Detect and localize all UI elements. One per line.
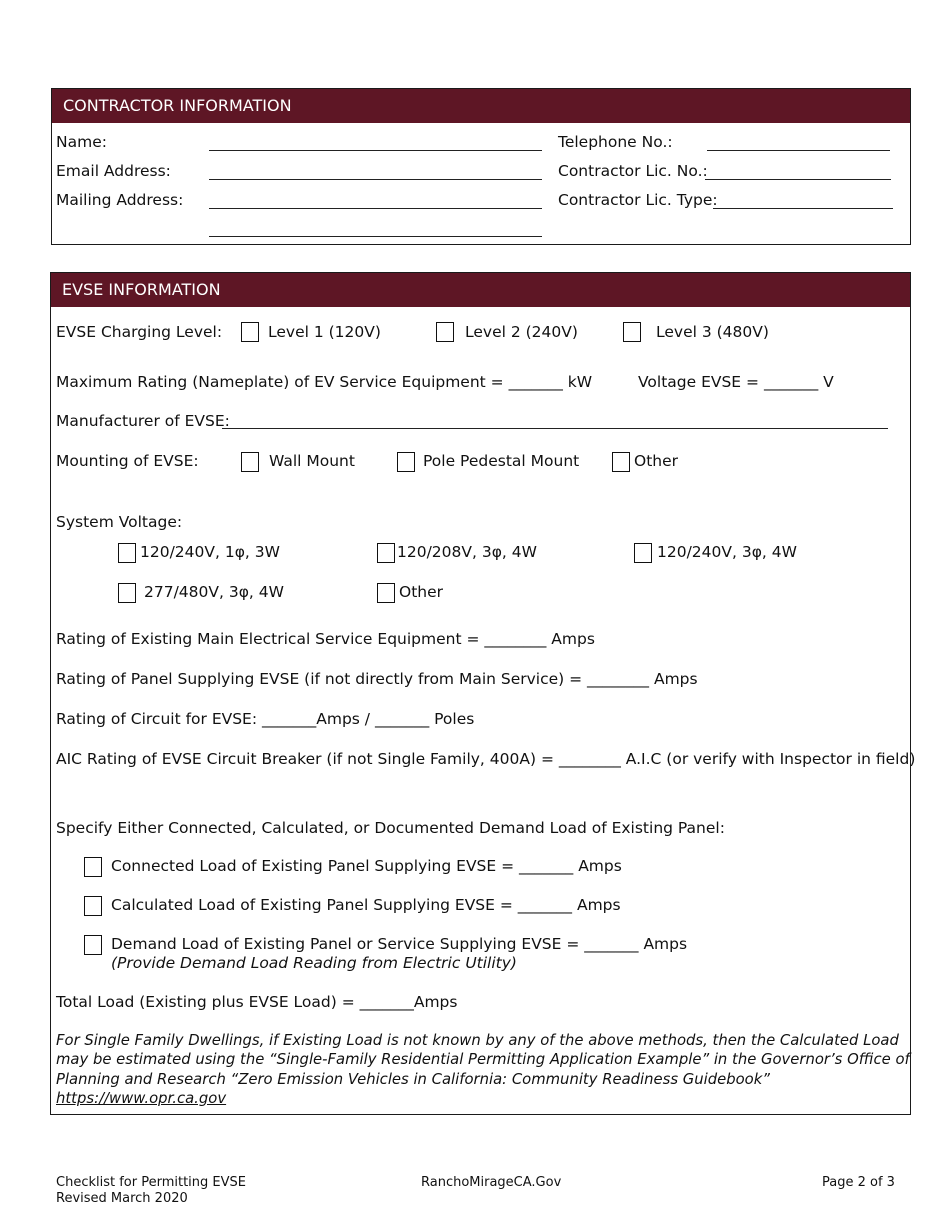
level2-label: Level 2 (240V) <box>465 323 578 341</box>
pole-mount-checkbox[interactable] <box>397 452 415 472</box>
mailing-address-field-2[interactable] <box>209 236 542 237</box>
footer-left-2: Revised March 2020 <box>56 1191 188 1206</box>
footer-left-1: Checklist for Permitting EVSE <box>56 1175 246 1190</box>
telephone-label: Telephone No.: <box>558 133 673 151</box>
pole-mount-label: Pole Pedestal Mount <box>423 452 580 470</box>
sv4-label: 277/480V, 3φ, 4W <box>144 583 284 601</box>
sv1-label: 120/240V, 1φ, 3W <box>140 543 280 561</box>
footer-page-number: Page 2 of 3 <box>822 1175 895 1190</box>
level1-label: Level 1 (120V) <box>268 323 381 341</box>
sv3-label: 120/240V, 3φ, 4W <box>657 543 797 561</box>
connected-load-checkbox[interactable] <box>84 857 102 877</box>
level3-label: Level 3 (480V) <box>656 323 769 341</box>
rating-panel-field[interactable]: Rating of Panel Supplying EVSE (if not directly from Main Service) = ________ Amps <box>56 670 698 688</box>
mount-other-label: Other <box>634 452 679 470</box>
level1-checkbox[interactable] <box>241 322 259 342</box>
lic-type-label: Contractor Lic. Type: <box>558 191 718 209</box>
lic-no-label: Contractor Lic. No.: <box>558 162 708 180</box>
mailing-address-label: Mailing Address: <box>56 191 184 209</box>
level3-checkbox[interactable] <box>623 322 641 342</box>
lic-type-field[interactable] <box>713 208 893 209</box>
email-field[interactable] <box>209 179 542 180</box>
wall-mount-checkbox[interactable] <box>241 452 259 472</box>
email-label: Email Address: <box>56 162 171 180</box>
wall-mount-label: Wall Mount <box>269 452 355 470</box>
sv2-label: 120/208V, 3φ, 4W <box>397 543 537 561</box>
sv3-checkbox[interactable] <box>634 543 652 563</box>
sv4-checkbox[interactable] <box>118 583 136 603</box>
calculated-load-field[interactable]: Calculated Load of Existing Panel Supplying EVSE = _______ Amps <box>111 896 621 914</box>
voltage-evse-field[interactable]: Voltage EVSE = _______ V <box>638 373 834 391</box>
contractor-section <box>51 88 911 245</box>
sv1-checkbox[interactable] <box>118 543 136 563</box>
demand-load-note: (Provide Demand Load Reading from Electric Utility) <box>111 954 517 972</box>
demand-load-field[interactable]: Demand Load of Existing Panel or Service Supplying EVSE = _______ Amps <box>111 935 688 953</box>
name-label: Name: <box>56 133 107 151</box>
level2-checkbox[interactable] <box>436 322 454 342</box>
note-line-2: may be estimated using the “Single-Family Residential Permitting Application Example” in the Governor’s Office of <box>56 1051 910 1068</box>
sv-other-checkbox[interactable] <box>377 583 395 603</box>
specify-load-label: Specify Either Connected, Calculated, or Documented Demand Load of Existing Panel: <box>56 819 725 837</box>
connected-load-field[interactable]: Connected Load of Existing Panel Supplying EVSE = _______ Amps <box>111 857 622 875</box>
opr-link[interactable]: https://www.opr.ca.gov <box>56 1090 227 1107</box>
telephone-field[interactable] <box>707 150 890 151</box>
calculated-load-checkbox[interactable] <box>84 896 102 916</box>
sv2-checkbox[interactable] <box>377 543 395 563</box>
mounting-label: Mounting of EVSE: <box>56 452 199 470</box>
manufacturer-label: Manufacturer of EVSE: <box>56 412 230 430</box>
total-load-field[interactable]: Total Load (Existing plus EVSE Load) = _______Amps <box>56 993 458 1011</box>
name-field[interactable] <box>209 150 542 151</box>
charging-level-label: EVSE Charging Level: <box>56 323 223 341</box>
contractor-header: CONTRACTOR INFORMATION <box>52 89 910 123</box>
footer-center: RanchoMirageCA.Gov <box>421 1175 562 1190</box>
note-line-1: For Single Family Dwellings, if Existing Load is not known by any of the above methods, then the Calculated Load <box>56 1032 899 1049</box>
note-line-3: Planning and Research “Zero Emission Vehicles in California: Community Readiness Guidebook” <box>56 1071 770 1088</box>
lic-no-field[interactable] <box>705 179 891 180</box>
evse-header: EVSE INFORMATION <box>51 273 910 307</box>
manufacturer-field[interactable] <box>222 428 888 429</box>
system-voltage-label: System Voltage: <box>56 513 183 531</box>
demand-load-checkbox[interactable] <box>84 935 102 955</box>
evse-section <box>50 272 911 1115</box>
rating-main-field[interactable]: Rating of Existing Main Electrical Service Equipment = ________ Amps <box>56 630 595 648</box>
rating-circuit-field[interactable]: Rating of Circuit for EVSE: _______Amps / _______ Poles <box>56 710 475 728</box>
max-rating-field[interactable]: Maximum Rating (Nameplate) of EV Service Equipment = _______ kW <box>56 373 593 391</box>
sv-other-label: Other <box>399 583 444 601</box>
mount-other-checkbox[interactable] <box>612 452 630 472</box>
mailing-address-field-1[interactable] <box>209 208 542 209</box>
aic-rating-field[interactable]: AIC Rating of EVSE Circuit Breaker (if not Single Family, 400A) = ________ A.I.C (or verify with Inspector in field) <box>56 750 916 768</box>
